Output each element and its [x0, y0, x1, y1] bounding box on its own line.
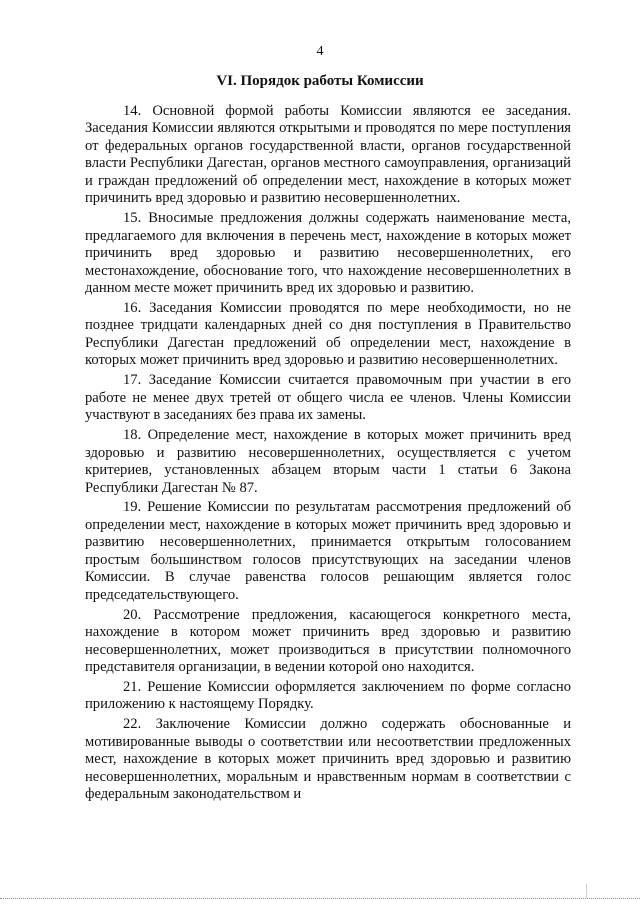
scan-edge-line	[0, 898, 640, 899]
page-number: 4	[316, 44, 324, 59]
section-body	[85, 103, 571, 806]
paragraph-17: 17. Заседание Комиссии считается правомочным при участии в его работе не менее двух третей от общего числа ее членов. Члены Комиссии участвуют в заседаниях без права их замены.	[85, 372, 571, 424]
paragraph-21: 21. Решение Комиссии оформляется заключением по форме согласно приложению к настоящему Порядку.	[85, 679, 571, 713]
paragraph-15: 15. Вносимые предложения должны содержать наименование места, предлагаемого для включения в перечень мест, нахождение в которых может причинить вред здоровью и развитию несовершеннолетних, его местонахождение, обоснование того, что нахождение несовершеннолетних в данном месте может причинить вред их здоровью и развитию.	[85, 210, 571, 297]
paragraph-16: 16. Заседания Комиссии проводятся по мере необходимости, но не позднее тридцати календарных дней со дня поступления в Правительство Республики Дагестан предложений об определении мест, нахождение в которых может причинить вред здоровью и развитию несовершеннолетних.	[85, 299, 571, 369]
scan-artifact-mark	[586, 884, 587, 898]
paragraph-14: 14. Основной формой работы Комиссии являются ее заседания. Заседания Комиссии являются открытыми и проводятся по мере поступления от федеральных органов государственной власти, органов государственной власти Республики Дагестан, органов местного самоуправления, организаций и граждан предложений об определении мест, нахождение в которых может причинить вред здоровью и развитию несовершеннолетних.	[85, 103, 571, 207]
paragraph-22: 22. Заключение Комиссии должно содержать обоснованные и мотивированные выводы о соответствии или несоответствии предложенных мест, нахождение в которых может причинить вред здоровью и развитию несовершеннолетних, моральным и нравственным нормам в соответствии с федеральным законодательством и	[85, 716, 571, 803]
section-title: VI. Порядок работы Комиссии	[216, 73, 424, 89]
paragraph-20: 20. Рассмотрение предложения, касающегося конкретного места, нахождение в котором может причинить вред здоровью и развитию несовершеннолетних, может производиться в присутствии полномочного представителя организации, в ведении которой оно находится.	[85, 606, 571, 676]
paragraph-18: 18. Определение мест, нахождение в которых может причинить вред здоровью и развитию несовершеннолетних, осуществляется с учетом критериев, установленных абзацем вторым части 1 статьи 6 Закона Республики Дагестан № 87.	[85, 427, 571, 496]
paragraph-19: 19. Решение Комиссии по результатам рассмотрения предложений об определении мест, нахождение в которых может причинить вред здоровью и развитию несовершеннолетних, принимается открытым голосованием простым большинством голосов присутствующих на заседании членов Комиссии. В случае равенства голосов решающим является голос председательствующего.	[85, 499, 571, 603]
